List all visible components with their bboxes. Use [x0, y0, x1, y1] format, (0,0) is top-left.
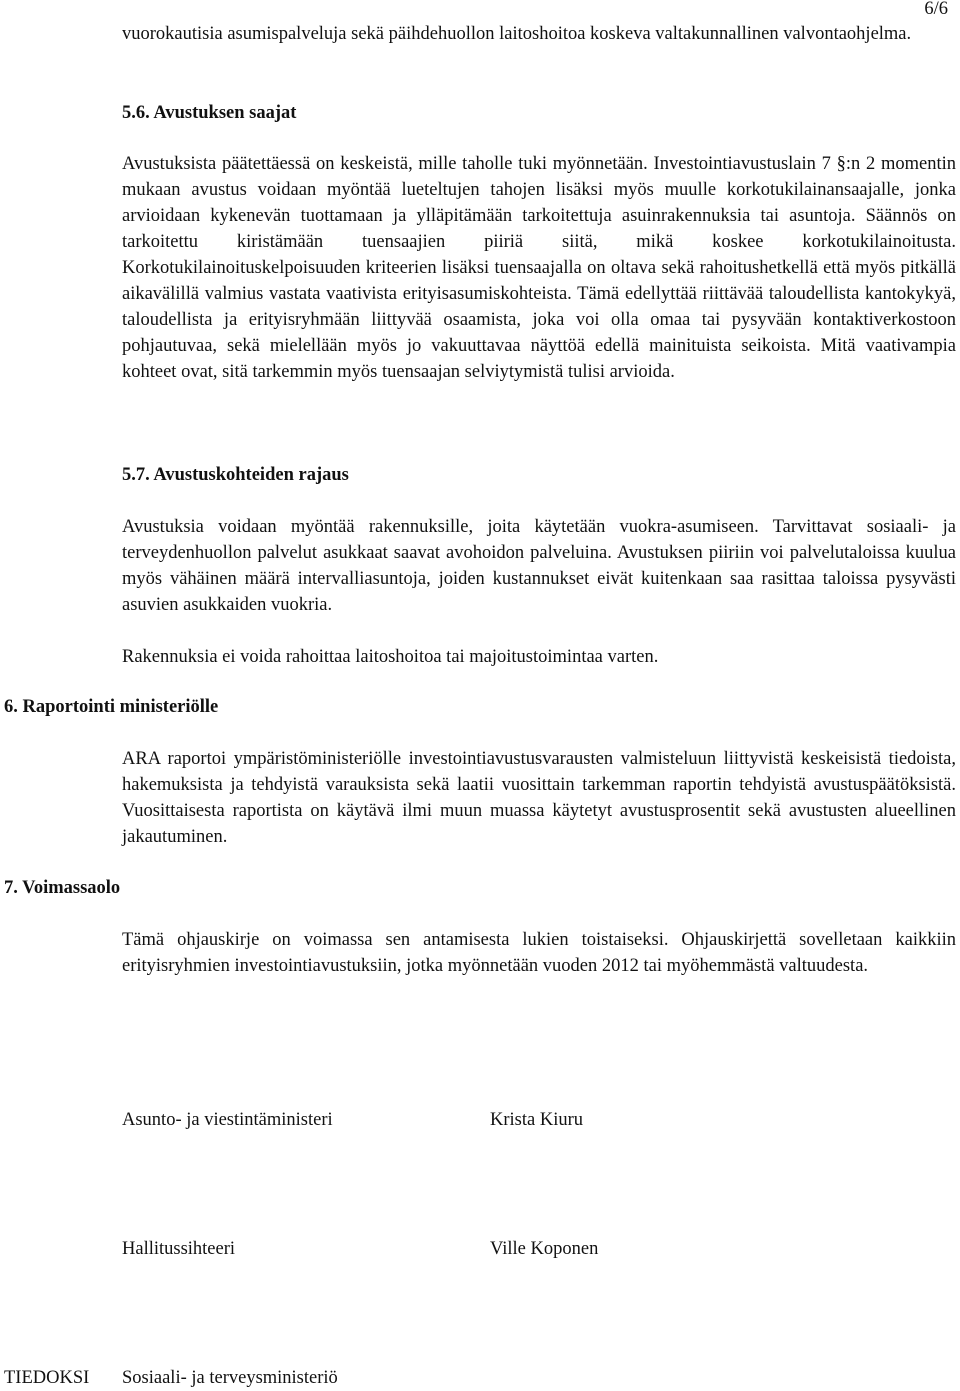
section-7-heading: 7. Voimassaolo — [4, 878, 121, 898]
footer-label: TIEDOKSI — [4, 1368, 90, 1388]
footer-recipient: Sosiaali- ja terveysministeriö — [122, 1368, 338, 1388]
signature-1-name: Krista Kiuru — [490, 1110, 583, 1130]
section-6-paragraph: ARA raportoi ympäristöministeriölle investointiavustusvarausten valmisteluun liittyvistä keskeisistä tiedoista, hakemuksista ja tehdyistä varauksista sekä laatii vuosittain tarkemman raportin tehdyistä avustuspäätöksistä. Vuosittaisesta raportista on käytävä ilmi muun muassa käytetyt avustusprosentit sekä avustusten alueellinen jakautuminen. — [122, 749, 956, 847]
section-6-heading: 6. Raportointi ministeriölle — [4, 697, 219, 717]
signature-2-name: Ville Koponen — [490, 1239, 599, 1259]
page-number: 6/6 — [924, 0, 948, 19]
section-5-7-paragraph-2: Rakennuksia ei voida rahoittaa laitoshoitoa tai majoitustoimintaa varten. — [122, 647, 659, 667]
section-5-7-heading: 5.7. Avustuskohteiden rajaus — [122, 465, 349, 485]
signature-1-title: Asunto- ja viestintäministeri — [122, 1110, 333, 1130]
section-5-6-heading: 5.6. Avustuksen saajat — [122, 103, 297, 123]
section-5-7-paragraph-1: Avustuksia voidaan myöntää rakennuksille, joita käytetään vuokra-asumiseen. Tarvittavat sosiaali- ja terveydenhuollon palvelut asukkaat saavat avohoidon palveluina. Avustuksen piiriin voi palvelutaloissa kuulua myös vähäinen määrä intervalliasuntoja, joiden kustannukset eivät kuitenkaan saa rasittaa taloissa pysyvästi asuvien asukkaiden vuokria. — [122, 517, 956, 615]
intro-continuation-paragraph: vuorokautisia asumispalveluja sekä päihdehuollon laitoshoitoa koskeva valtakunnallinen valvontaohjelma. — [122, 24, 912, 44]
section-7-paragraph: Tämä ohjauskirje on voimassa sen antamisesta lukien toistaiseksi. Ohjauskirjettä sovelletaan kaikkiin erityisryhmien investointiavustuksiin, jotka myönnetään vuoden 2012 tai myöhemmästä valtuudesta. — [122, 930, 956, 976]
section-5-6-paragraph: Avustuksista päätettäessä on keskeistä, mille taholle tuki myönnetään. Investointiavustuslain 7 §:n 2 momentin mukaan avustus voidaan myöntää lueteltujen tahojen lisäksi myös muulle korkotukilainansaajalle, jonka arvioidaan kykenevän tuottamaan ja ylläpitämään tarkoitettuja asuinrakennuksia tai asuntoja. Säännös on tarkoitettu kiristämään tuensaajien piiriä siitä, mikä koskee korkotukilainoitusta. Korkotukilainoituskelpoisuuden kriteerien lisäksi tuensaajalla on oltava sekä rahoitushetkellä että myös pitkällä aikavälillä valmius vastata vaativista erityisasumiskohteista. Tämä edellyttää riittävää taloudellista kantokykyä, taloudellista ja erityisryhmään liittyvää osaamista, joka voi olla omaa tai pysyvään kontaktiverkostoon pohjautuvaa, sekä mielellään myös jo vakuuttavaa näyttöä edellä mainituista seikoista. Mitä vaativampia kohteet ovat, sitä tarkemmin myös tuensaajan selviytymistä tulisi arvioida. — [122, 154, 956, 382]
signature-2-title: Hallitussihteeri — [122, 1239, 236, 1259]
